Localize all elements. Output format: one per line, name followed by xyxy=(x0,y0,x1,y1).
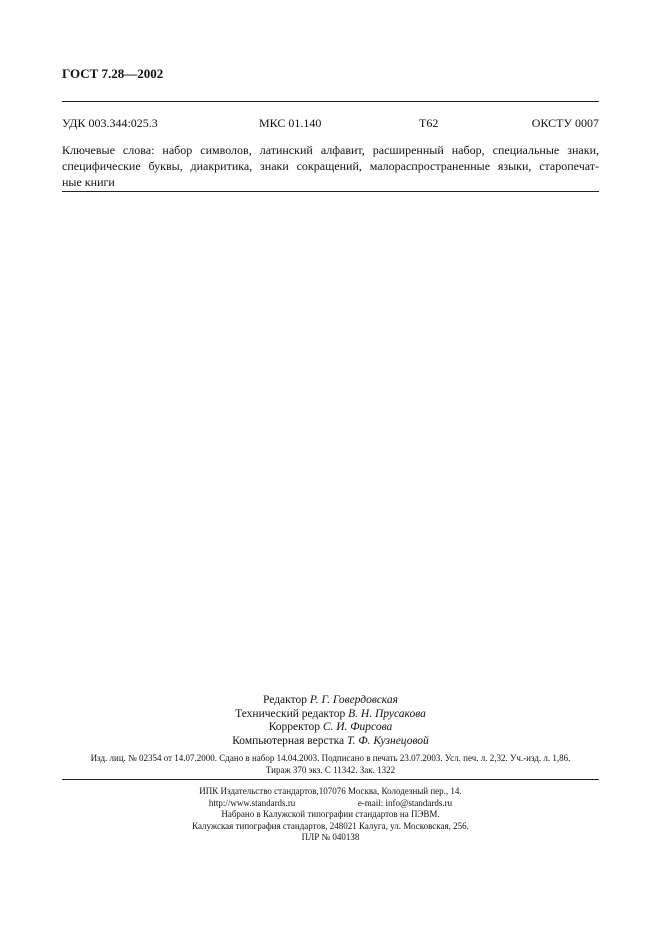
credit-name: Р. Г. Говердовская xyxy=(309,694,398,706)
keywords-line: ные книги xyxy=(62,175,115,189)
classification-codes xyxy=(62,116,599,132)
credit-name: Т. Ф. Кузнецовой xyxy=(347,734,429,747)
keywords-divider xyxy=(62,191,599,192)
credit-role: Технический редактор xyxy=(235,707,346,720)
group-code: Т62 xyxy=(419,116,439,130)
keywords-line: Ключевые слова: набор символов, латинский алфавит, расширенный набор, специальные знаки, xyxy=(62,143,599,157)
credit-technical-editor xyxy=(0,708,661,722)
publisher-email[interactable]: e-mail: info@standards.ru xyxy=(357,797,453,808)
print-imprint xyxy=(62,753,599,776)
publisher-line: ИПК Издательство стандартов,107076 Москва, Колодезный пер., 14. xyxy=(199,786,462,796)
imprint-line: Тираж 370 экз. С 11342. Зак. 1322 xyxy=(265,764,396,775)
top-divider xyxy=(62,101,599,102)
credit-role: Редактор xyxy=(263,694,307,706)
publisher-info xyxy=(62,786,599,844)
standard-number: ГОСТ 7.28—2002 xyxy=(62,66,164,81)
keywords-line: специфические буквы, диакритика, знаки сокращений, малораспространенные языки, старопечат- xyxy=(62,159,599,173)
mks-code: МКС 01.140 xyxy=(259,116,322,130)
udk-code: УДК 003.344:025.3 xyxy=(62,116,158,130)
credit-name: В. Н. Прусакова xyxy=(348,707,426,720)
publisher-line: Калужская типография стандартов, 248021 Калуга, ул. Московская, 256. xyxy=(192,820,469,831)
credit-role: Компьютерная верстка xyxy=(232,734,345,747)
credit-name: С. И. Фирсова xyxy=(322,721,393,733)
publisher-line: Набрано в Калужской типографии стандартов на ПЭВМ. xyxy=(221,809,440,819)
imprint-divider xyxy=(62,779,599,780)
credit-layout xyxy=(0,735,661,749)
imprint-line: Изд. лиц. № 02354 от 14.07.2000. Сдано в набор 14.04.2003. Подписано в печать 23.07.2003. Усл. печ. л. 2,32. Уч.-изд. л. 1,86. xyxy=(90,753,571,763)
credit-proofreader xyxy=(0,721,661,735)
credit-editor xyxy=(0,694,661,708)
credit-role: Корректор xyxy=(268,721,320,733)
publisher-line: ПЛР № 040138 xyxy=(301,832,360,842)
editorial-credits xyxy=(0,694,661,748)
publisher-contacts xyxy=(62,798,599,810)
publisher-url[interactable]: http://www.standards.ru xyxy=(208,797,296,808)
okstu-code: ОКСТУ 0007 xyxy=(531,116,599,130)
keywords-paragraph xyxy=(62,142,599,190)
